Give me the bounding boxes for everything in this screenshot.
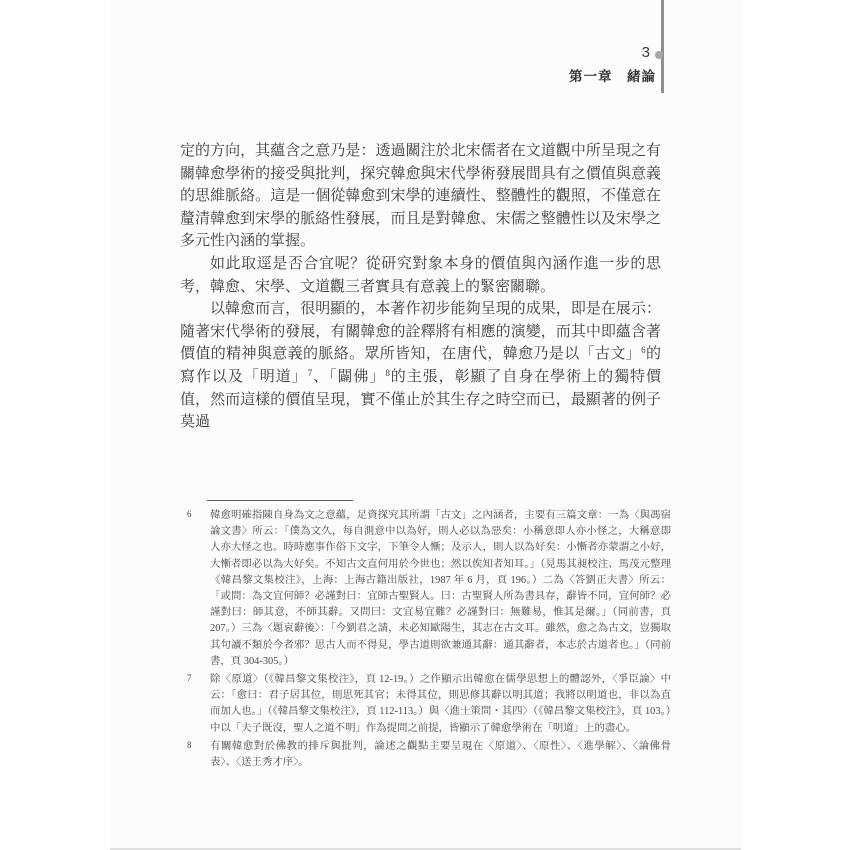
header-bullet-dot [655, 51, 663, 59]
paragraph-3-segment-4: 的主張，彰顯了自身在學術上的獨特價值，然而這樣的價值呈現，實不僅止於其生存之時空而已，最顯著的例子莫過 [180, 368, 661, 431]
header-vertical-rule [661, 0, 664, 93]
footnote-ref-7: 7 [307, 367, 313, 378]
body-paragraph-2: 如此取逕是否合宜呢？從研究對象本身的價值與內涵作進一步的思考，韓愈、宋學、文道觀三者實具有意義上的緊密關聯。 [180, 255, 661, 295]
footnote-7-number: 7 [187, 673, 192, 684]
footnote-8 [184, 739, 671, 771]
paragraph-3-segment-2: 的寫作以及「明道」 [180, 346, 661, 385]
footnote-8-text: 有關韓愈對於佛教的排斥與批判，論述之觀點主要呈現在〈原道〉、〈原性〉、〈進學解〉、〈論佛骨表〉、〈送王秀才序〉。 [210, 740, 671, 769]
paragraph-3-segment-3: 、「闢佛」 [312, 368, 386, 385]
footnote-8-number: 8 [187, 739, 192, 750]
body-paragraph-3 [180, 298, 661, 434]
footnote-list [184, 508, 671, 773]
footnote-separator-rule [207, 500, 353, 501]
page-number: 3 [641, 44, 650, 61]
footnote-6 [184, 508, 671, 670]
footnote-ref-6: 6 [641, 345, 646, 356]
footnote-7-text: 除〈原道〉（《韓昌黎文集校注》，頁 12-19。）之作顯示出韓愈在儒學思想上的體認外，〈爭臣論〉中云：「愈曰：君子居其位，則思死其官；未得其位，則思修其辭以明其道；我將以明道也，非以為直而加人也。」（《韓昌黎文集校注》，頁 112-113。）與〈進士策問・其四〉（《韓昌黎文集校注》，頁 103。）中以「夫子既沒，聖人之道不明」作為提問之前提，皆顯示了韓愈學術在「明道」上的盡心。 [210, 674, 671, 734]
body-paragraph-1: 定的方向，其蘊含之意乃是：透過關注於北宋儒者在文道觀中所呈現之有關韓愈學術的接受與批判，探究韓愈與宋代學術發展間具有之價值與意義的思維脈絡。這是一個從韓愈到宋學的連續性、整體性的觀照，不僅意在釐清韓愈到宋學的脈絡性發展，而且是對韓愈、宋儒之整體性以及宋學之多元性內涵的掌握。 [180, 143, 661, 250]
footnote-6-number: 6 [187, 509, 192, 519]
footnote-6-text: 韓愈明確指陳自身為文之意蘊，足資探究其所謂「古文」之內涵者，主要有三篇文章：一為〈與馮宿論文書〉所云：「僕為文久，每自測意中以為好，則人必以為惡矣：小稱意即人亦小怪之，大稱意即人亦大怪之也。時時應事作俗下文字，下筆令人慚；及示人，則人以為好矣：小慚者亦蒙謂之小好，大慚者即必以為大好矣。不知古文直何用於今世也；然以俟知者知耳。」（見馬其昶校注、馬茂元整理《韓昌黎文集校注》，上海：上海古籍出版社，1987 年 6 月，頁 196。）二為〈答劉正夫書〉所云：「或問：為文宜何師？必謹對曰：宜師古聖賢人。曰：古聖賢人所為書具存，辭皆不同，宜何師？必謹對曰：師其意，不師其辭。又問曰：文宜易宜難？必謹對曰：無難易，惟其是爾。」（同前書，頁 207。）三為〈題哀辭後〉：「今劉君之請，未必知歐陽生，其志在古文耳。雖然，愈之為古文，豈獨取其句讀不類於今者邪？思古人而不得見，學古道則欲兼通其辭：通其辭者，本志於古道者也。」（同前書，頁 304-305。） [210, 510, 671, 667]
footnote-7 [184, 672, 671, 737]
footnote-ref-8: 8 [385, 367, 390, 378]
paragraph-3-segment-1: 以韓愈而言，很明顯的，本著作初步能夠呈現的成果，即是在展示：隨著宋代學術的發展，有關韓愈的詮釋將有相應的演變，而其中即蘊含著價值的精神與意義的脈絡。眾所皆知，在唐代，韓愈乃是以「古文」 [180, 301, 661, 363]
body-text-block [180, 140, 661, 434]
book-page [110, 0, 741, 850]
running-chapter-title: 第一章 緒論 [569, 69, 656, 84]
